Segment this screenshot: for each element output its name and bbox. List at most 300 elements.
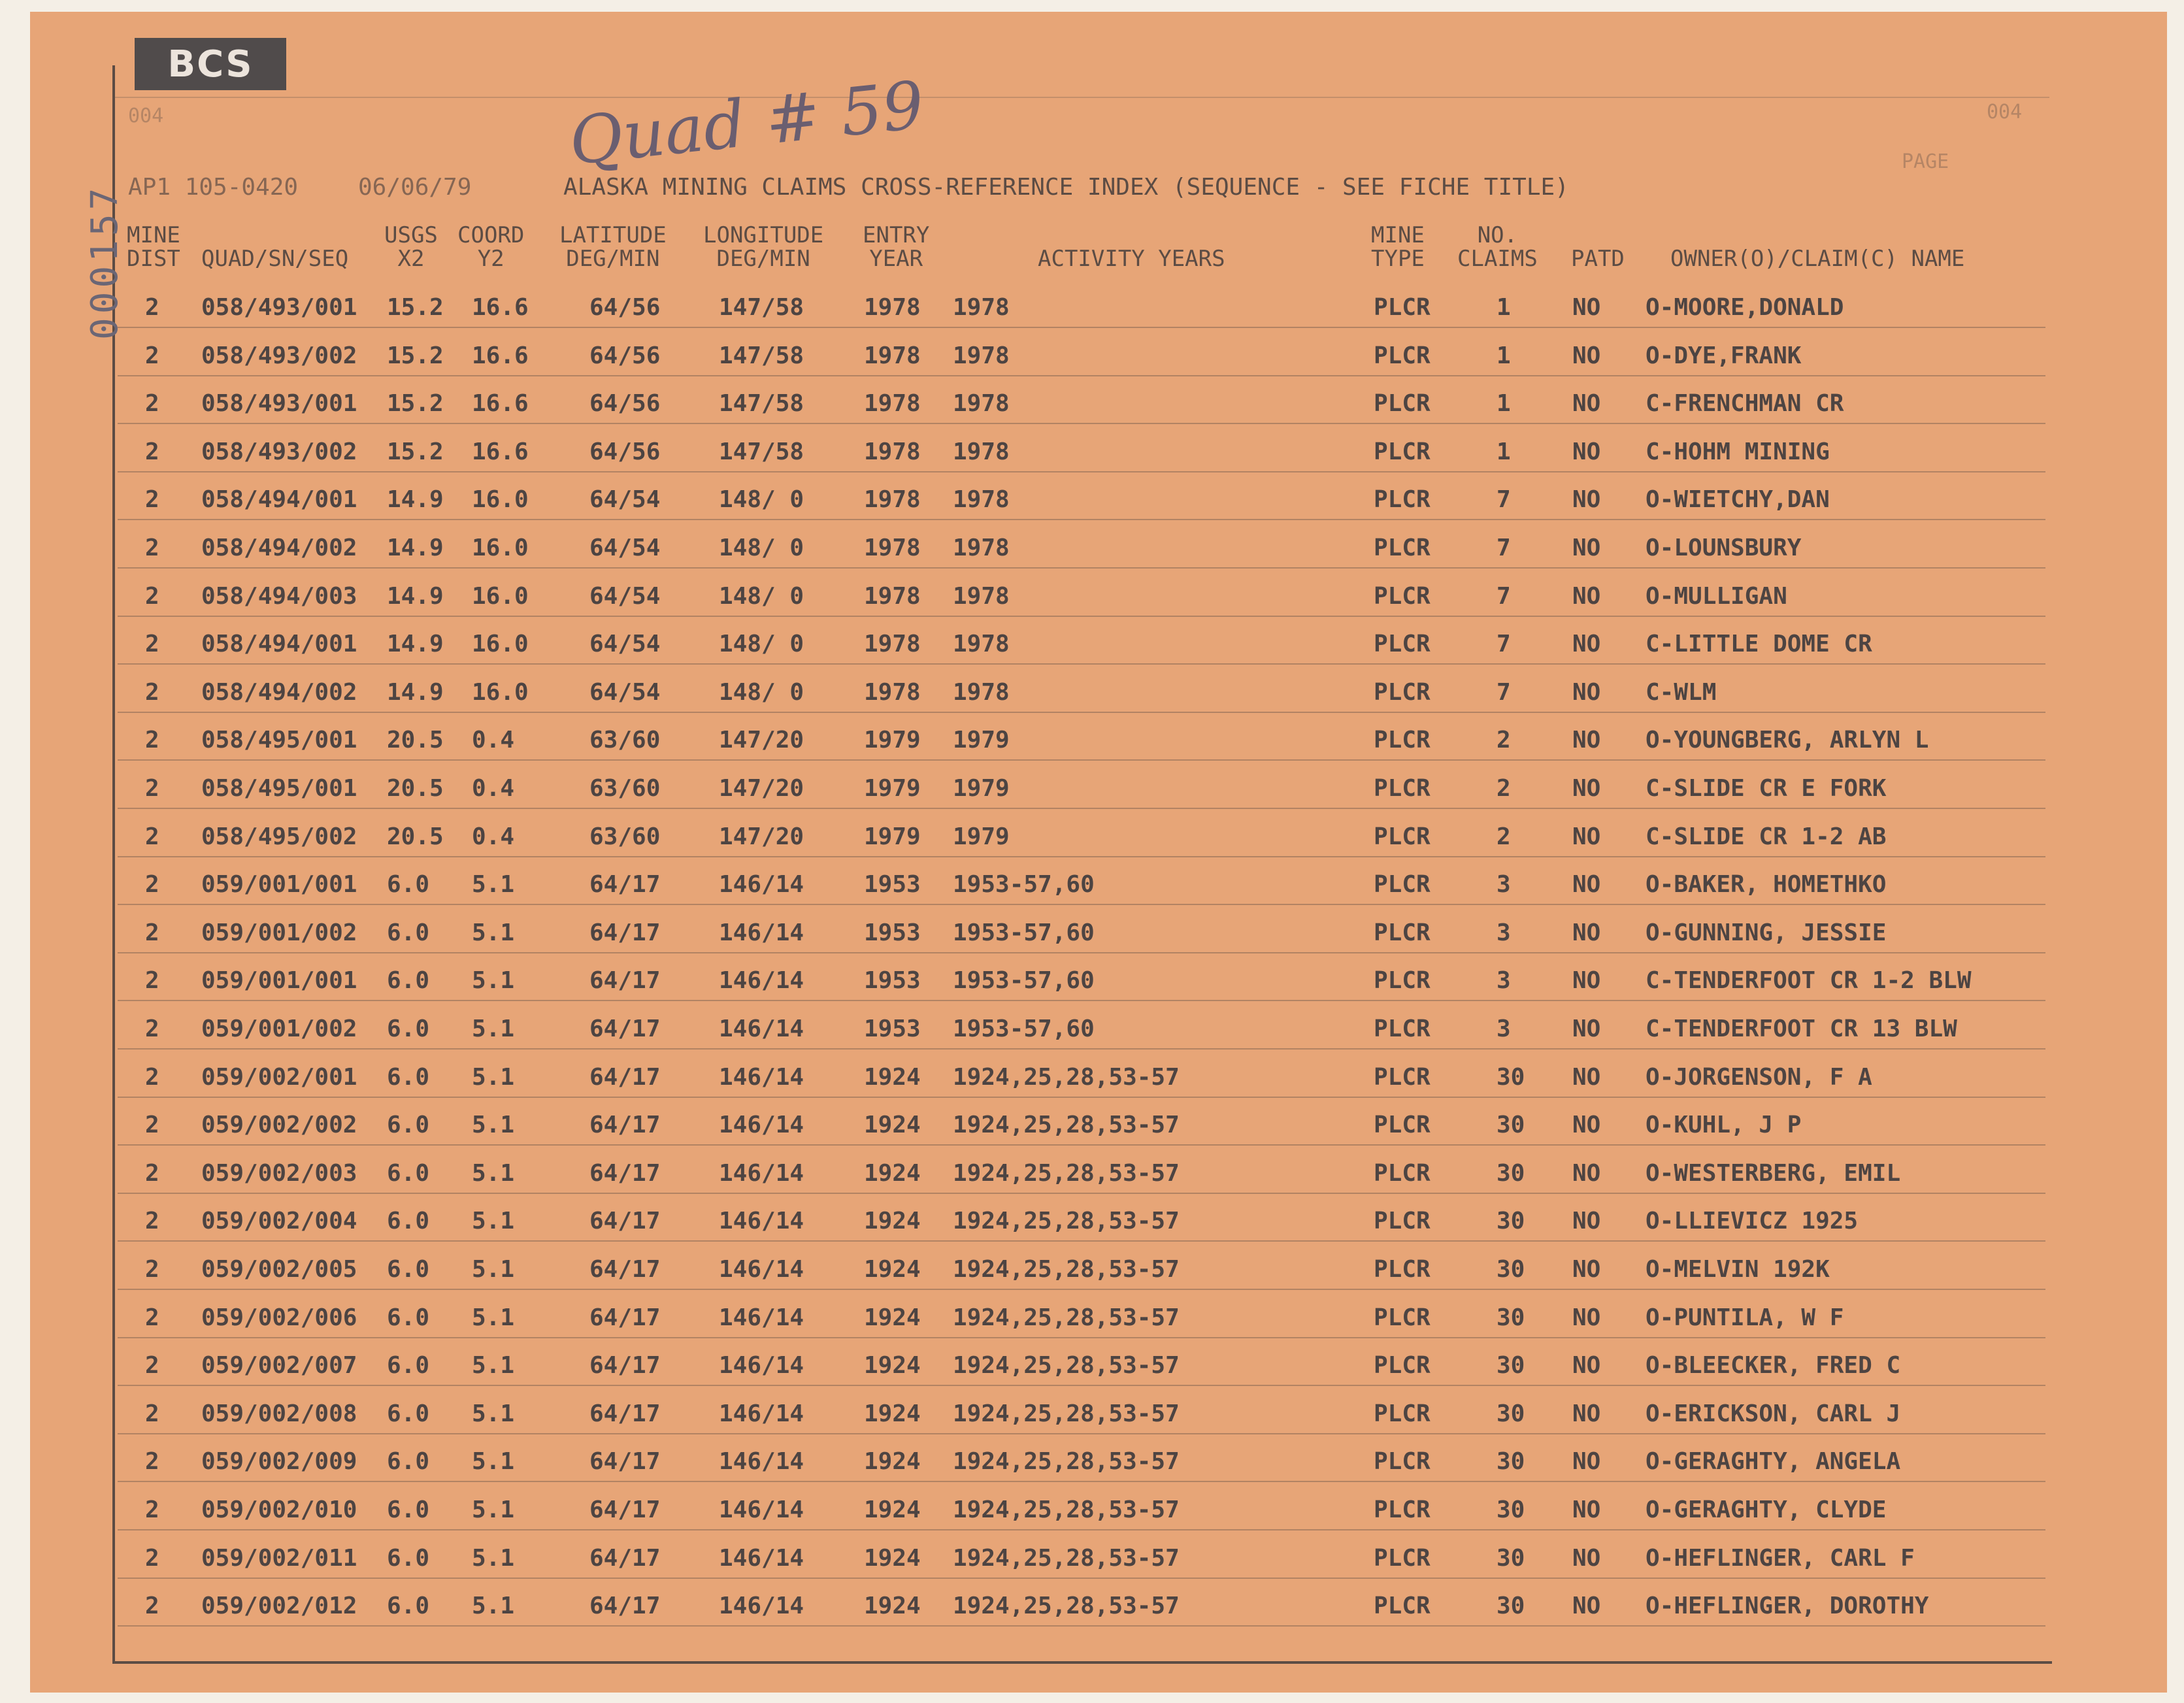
longitude-cell: 146/14 [719, 1159, 804, 1187]
patd-cell: NO [1572, 1304, 1601, 1331]
col-usgs-x: USGS X2 [384, 222, 438, 272]
quad-cell: 059/002/011 [201, 1544, 357, 1572]
activity-years-cell: 1978 [953, 294, 1010, 321]
patd-cell: NO [1572, 390, 1601, 418]
latitude-cell: 64/17 [589, 1496, 661, 1523]
quad-cell: 059/002/007 [201, 1352, 357, 1380]
coord-y-cell: 5.1 [472, 1016, 515, 1042]
mine-dist-cell: 2 [145, 919, 159, 946]
quad-cell: 058/493/002 [201, 438, 357, 465]
usgs-x-cell: 6.0 [387, 1016, 430, 1042]
owner-claim-name-cell: C-FRENCHMAN CR [1646, 390, 1844, 418]
activity-years-cell: 1979 [953, 823, 1010, 850]
longitude-cell: 146/14 [719, 1496, 804, 1523]
table-row [118, 331, 2045, 379]
owner-claim-name-cell: O-ERICKSON, CARL J [1646, 1400, 1901, 1427]
longitude-cell: 146/14 [719, 1256, 804, 1283]
activity-years-cell: 1978 [953, 438, 1010, 465]
activity-years-cell: 1978 [953, 582, 1010, 610]
owner-claim-name-cell: O-LOUNSBURY [1646, 535, 1802, 561]
page-label: PAGE [1902, 150, 1949, 173]
mine-type-cell: PLCR [1374, 967, 1431, 995]
usgs-x-cell: 6.0 [387, 1352, 430, 1380]
owner-claim-name-cell: O-PUNTILA, W F [1646, 1304, 1844, 1331]
latitude-cell: 64/56 [589, 438, 661, 465]
handwritten-annotation: Quad # 59 [565, 66, 928, 180]
mine-dist-cell: 2 [145, 1016, 159, 1042]
activity-years-cell: 1953-57,60 [953, 1016, 1095, 1042]
mine-type-cell: PLCR [1374, 294, 1431, 321]
activity-years-cell: 1924,25,28,53-57 [953, 1496, 1180, 1523]
mine-type-cell: PLCR [1374, 1448, 1431, 1476]
usgs-x-cell: 14.9 [387, 582, 444, 610]
usgs-x-cell: 6.0 [387, 1448, 430, 1476]
patd-cell: NO [1572, 678, 1601, 706]
mine-type-cell: PLCR [1374, 775, 1431, 802]
latitude-cell: 64/54 [589, 582, 661, 610]
mine-dist-cell: 2 [145, 1304, 159, 1331]
entry-year-cell: 1924 [864, 1063, 921, 1091]
entry-year-cell: 1953 [864, 919, 921, 946]
claims-cell: 3 [1497, 1016, 1511, 1042]
usgs-x-cell: 14.9 [387, 678, 444, 706]
activity-years-cell: 1953-57,60 [953, 871, 1095, 899]
mine-dist-cell: 2 [145, 823, 159, 850]
entry-year-cell: 1953 [864, 967, 921, 995]
claims-cell: 30 [1497, 1593, 1525, 1620]
usgs-x-cell: 6.0 [387, 919, 430, 946]
quad-cell: 058/493/002 [201, 342, 357, 369]
mine-type-cell: PLCR [1374, 823, 1431, 850]
longitude-cell: 147/58 [719, 438, 804, 465]
longitude-cell: 146/14 [719, 919, 804, 946]
table-row [118, 1389, 2045, 1437]
owner-claim-name-cell: O-DYE,FRANK [1646, 342, 1802, 369]
quad-cell: 059/002/005 [201, 1256, 357, 1283]
longitude-cell: 146/14 [719, 967, 804, 995]
col-coord-y: COORD Y2 [457, 222, 525, 272]
owner-claim-name-cell: C-LITTLE DOME CR [1646, 631, 1872, 658]
mine-type-cell: PLCR [1374, 486, 1431, 514]
patd-cell: NO [1572, 871, 1601, 899]
quad-cell: 058/494/001 [201, 631, 357, 658]
coord-y-cell: 5.1 [472, 1593, 515, 1620]
report-date: 06/06/79 [358, 174, 472, 201]
claims-cell: 7 [1497, 678, 1511, 706]
coord-y-cell: 16.0 [472, 582, 529, 610]
usgs-x-cell: 6.0 [387, 1208, 430, 1235]
longitude-cell: 146/14 [719, 1304, 804, 1331]
claims-cell: 30 [1497, 1496, 1525, 1523]
entry-year-cell: 1924 [864, 1159, 921, 1187]
longitude-cell: 146/14 [719, 1112, 804, 1139]
patd-cell: NO [1572, 1544, 1601, 1572]
claims-cell: 1 [1497, 342, 1511, 369]
col-latitude: LATITUDE DEG/MIN [559, 222, 667, 272]
page-title: ALASKA MINING CLAIMS CROSS-REFERENCE INDEX (SEQUENCE - SEE FICHE TITLE) [563, 174, 1569, 201]
entry-year-cell: 1979 [864, 775, 921, 802]
entry-year-cell: 1978 [864, 390, 921, 418]
owner-claim-name-cell: C-WLM [1646, 678, 1717, 706]
coord-y-cell: 16.6 [472, 294, 529, 321]
mine-dist-cell: 2 [145, 727, 159, 754]
entry-year-cell: 1924 [864, 1256, 921, 1283]
table-row [118, 571, 2045, 620]
claims-cell: 1 [1497, 294, 1511, 321]
mine-dist-cell: 2 [145, 678, 159, 706]
table-row [118, 427, 2045, 475]
owner-claim-name-cell: C-TENDERFOOT CR 1-2 BLW [1646, 967, 1972, 995]
claims-cell: 7 [1497, 582, 1511, 610]
mine-dist-cell: 2 [145, 342, 159, 369]
table-row [118, 715, 2045, 763]
latitude-cell: 64/17 [589, 1208, 661, 1235]
mine-dist-cell: 2 [145, 1448, 159, 1476]
coord-y-cell: 5.1 [472, 1304, 515, 1331]
table-row [118, 1004, 2045, 1052]
usgs-x-cell: 20.5 [387, 775, 444, 802]
quad-cell: 059/001/001 [201, 967, 357, 995]
entry-year-cell: 1924 [864, 1544, 921, 1572]
patd-cell: NO [1572, 1208, 1601, 1235]
patd-cell: NO [1572, 535, 1601, 561]
longitude-cell: 147/20 [719, 823, 804, 850]
owner-claim-name-cell: O-GERAGHTY, CLYDE [1646, 1496, 1887, 1523]
mine-type-cell: PLCR [1374, 342, 1431, 369]
patd-cell: NO [1572, 1448, 1601, 1476]
quad-cell: 059/002/003 [201, 1159, 357, 1187]
mine-type-cell: PLCR [1374, 438, 1431, 465]
longitude-cell: 146/14 [719, 1016, 804, 1042]
latitude-cell: 64/56 [589, 294, 661, 321]
patd-cell: NO [1572, 1159, 1601, 1187]
quad-cell: 058/494/003 [201, 582, 357, 610]
activity-years-cell: 1924,25,28,53-57 [953, 1159, 1180, 1187]
patd-cell: NO [1572, 342, 1601, 369]
latitude-cell: 64/17 [589, 967, 661, 995]
activity-years-cell: 1978 [953, 631, 1010, 658]
bcs-logo: BCS [135, 38, 286, 90]
mine-dist-cell: 2 [145, 967, 159, 995]
entry-year-cell: 1924 [864, 1352, 921, 1380]
mine-type-cell: PLCR [1374, 871, 1431, 899]
patd-cell: NO [1572, 1352, 1601, 1380]
quad-cell: 059/002/012 [201, 1593, 357, 1620]
coord-y-cell: 0.4 [472, 823, 515, 850]
table-row [118, 859, 2045, 908]
mine-type-cell: PLCR [1374, 1256, 1431, 1283]
usgs-x-cell: 14.9 [387, 631, 444, 658]
table-row [118, 1148, 2045, 1197]
entry-year-cell: 1979 [864, 823, 921, 850]
owner-claim-name-cell: O-HEFLINGER, CARL F [1646, 1544, 1915, 1572]
coord-y-cell: 16.0 [472, 535, 529, 561]
owner-claim-name-cell: O-KUHL, J P [1646, 1112, 1802, 1139]
entry-year-cell: 1924 [864, 1304, 921, 1331]
corner-code-left: 004 [128, 105, 164, 127]
mine-type-cell: PLCR [1374, 1112, 1431, 1139]
usgs-x-cell: 15.2 [387, 438, 444, 465]
table-row [118, 1244, 2045, 1293]
latitude-cell: 64/17 [589, 1112, 661, 1139]
mine-dist-cell: 2 [145, 1496, 159, 1523]
entry-year-cell: 1978 [864, 438, 921, 465]
col-longitude: LONGITUDE DEG/MIN [703, 222, 824, 272]
quad-cell: 059/002/009 [201, 1448, 357, 1476]
longitude-cell: 147/58 [719, 294, 804, 321]
owner-claim-name-cell: O-BAKER, HOMETHKO [1646, 871, 1887, 899]
latitude-cell: 63/60 [589, 775, 661, 802]
coord-y-cell: 5.1 [472, 1544, 515, 1572]
longitude-cell: 147/58 [719, 342, 804, 369]
table-row [118, 378, 2045, 427]
usgs-x-cell: 14.9 [387, 535, 444, 561]
longitude-cell: 148/ 0 [719, 486, 804, 514]
owner-claim-name-cell: C-HOHM MINING [1646, 438, 1830, 465]
longitude-cell: 147/20 [719, 727, 804, 754]
table-row [118, 474, 2045, 523]
mine-dist-cell: 2 [145, 582, 159, 610]
entry-year-cell: 1978 [864, 678, 921, 706]
owner-claim-name-cell: O-WIETCHY,DAN [1646, 486, 1830, 514]
owner-claim-name-cell: C-SLIDE CR E FORK [1646, 775, 1887, 802]
usgs-x-cell: 6.0 [387, 1496, 430, 1523]
mine-type-cell: PLCR [1374, 678, 1431, 706]
claims-cell: 7 [1497, 631, 1511, 658]
mine-type-cell: PLCR [1374, 1496, 1431, 1523]
coord-y-cell: 5.1 [472, 1112, 515, 1139]
mine-dist-cell: 2 [145, 775, 159, 802]
quad-cell: 058/494/002 [201, 535, 357, 561]
usgs-x-cell: 6.0 [387, 1256, 430, 1283]
owner-claim-name-cell: O-MELVIN 192K [1646, 1256, 1830, 1283]
coord-y-cell: 16.6 [472, 342, 529, 369]
claims-cell: 3 [1497, 871, 1511, 899]
claims-cell: 30 [1497, 1400, 1525, 1427]
mine-dist-cell: 2 [145, 1159, 159, 1187]
owner-claim-name-cell: O-BLEECKER, FRED C [1646, 1352, 1901, 1380]
longitude-cell: 146/14 [719, 1063, 804, 1091]
mine-type-cell: PLCR [1374, 1159, 1431, 1187]
patd-cell: NO [1572, 775, 1601, 802]
claims-cell: 30 [1497, 1063, 1525, 1091]
mine-dist-cell: 2 [145, 1063, 159, 1091]
stamp-number: 000157 [84, 184, 126, 340]
table-row [118, 1581, 2045, 1629]
entry-year-cell: 1924 [864, 1112, 921, 1139]
latitude-cell: 64/17 [589, 1256, 661, 1283]
activity-years-cell: 1978 [953, 535, 1010, 561]
claims-cell: 30 [1497, 1304, 1525, 1331]
patd-cell: NO [1572, 1016, 1601, 1042]
latitude-cell: 64/17 [589, 1352, 661, 1380]
activity-years-cell: 1979 [953, 775, 1010, 802]
latitude-cell: 64/17 [589, 1448, 661, 1476]
coord-y-cell: 16.0 [472, 486, 529, 514]
col-mine-type: MINE TYPE [1371, 222, 1425, 272]
table-row [118, 1293, 2045, 1341]
latitude-cell: 64/17 [589, 1159, 661, 1187]
longitude-cell: 146/14 [719, 1400, 804, 1427]
longitude-cell: 146/14 [719, 1208, 804, 1235]
table-row [118, 1340, 2045, 1389]
claims-cell: 1 [1497, 390, 1511, 418]
activity-years-cell: 1924,25,28,53-57 [953, 1112, 1180, 1139]
patd-cell: NO [1572, 631, 1601, 658]
quad-cell: 058/495/002 [201, 823, 357, 850]
entry-year-cell: 1978 [864, 486, 921, 514]
usgs-x-cell: 6.0 [387, 1063, 430, 1091]
usgs-x-cell: 15.2 [387, 294, 444, 321]
quad-cell: 058/494/001 [201, 486, 357, 514]
quad-cell: 059/002/004 [201, 1208, 357, 1235]
latitude-cell: 63/60 [589, 727, 661, 754]
mine-dist-cell: 2 [145, 438, 159, 465]
table-row [118, 667, 2045, 716]
patd-cell: NO [1572, 1496, 1601, 1523]
col-entry-year: ENTRY YEAR [863, 222, 930, 272]
quad-cell: 059/002/006 [201, 1304, 357, 1331]
patd-cell: NO [1572, 727, 1601, 754]
table-row [118, 523, 2045, 571]
mine-type-cell: PLCR [1374, 631, 1431, 658]
latitude-cell: 64/54 [589, 486, 661, 514]
quad-cell: 059/001/001 [201, 871, 357, 899]
claims-cell: 30 [1497, 1159, 1525, 1187]
claims-cell: 3 [1497, 967, 1511, 995]
mine-dist-cell: 2 [145, 1400, 159, 1427]
entry-year-cell: 1953 [864, 871, 921, 899]
mine-dist-cell: 2 [145, 390, 159, 418]
activity-years-cell: 1953-57,60 [953, 967, 1095, 995]
table-row [118, 763, 2045, 812]
entry-year-cell: 1924 [864, 1448, 921, 1476]
coord-y-cell: 16.6 [472, 438, 529, 465]
quad-cell: 058/495/001 [201, 727, 357, 754]
activity-years-cell: 1924,25,28,53-57 [953, 1352, 1180, 1380]
longitude-cell: 146/14 [719, 1352, 804, 1380]
claims-cell: 1 [1497, 438, 1511, 465]
longitude-cell: 147/58 [719, 390, 804, 418]
patd-cell: NO [1572, 1063, 1601, 1091]
mine-type-cell: PLCR [1374, 1208, 1431, 1235]
table-row [118, 282, 2045, 331]
latitude-cell: 64/17 [589, 1544, 661, 1572]
owner-claim-name-cell: O-WESTERBERG, EMIL [1646, 1159, 1901, 1187]
coord-y-cell: 0.4 [472, 775, 515, 802]
quad-cell: 059/002/002 [201, 1112, 357, 1139]
patd-cell: NO [1572, 1400, 1601, 1427]
patd-cell: NO [1572, 1112, 1601, 1139]
coord-y-cell: 5.1 [472, 1256, 515, 1283]
report-id: AP1 105-0420 [128, 174, 299, 201]
mine-dist-cell: 2 [145, 1352, 159, 1380]
longitude-cell: 148/ 0 [719, 535, 804, 561]
entry-year-cell: 1953 [864, 1016, 921, 1042]
mine-dist-cell: 2 [145, 1256, 159, 1283]
mine-type-cell: PLCR [1374, 1544, 1431, 1572]
col-owner: OWNER(O)/CLAIM(C) NAME [1670, 246, 1965, 272]
latitude-cell: 64/17 [589, 1400, 661, 1427]
coord-y-cell: 5.1 [472, 1159, 515, 1187]
col-mine-dist: MINE DIST [127, 222, 180, 272]
mine-type-cell: PLCR [1374, 1400, 1431, 1427]
longitude-cell: 146/14 [719, 1544, 804, 1572]
coord-y-cell: 5.1 [472, 1448, 515, 1476]
mine-dist-cell: 2 [145, 1112, 159, 1139]
patd-cell: NO [1572, 486, 1601, 514]
table-row [118, 1196, 2045, 1244]
claims-cell: 30 [1497, 1208, 1525, 1235]
latitude-cell: 64/56 [589, 390, 661, 418]
mine-type-cell: PLCR [1374, 1063, 1431, 1091]
claims-cell: 30 [1497, 1544, 1525, 1572]
activity-years-cell: 1924,25,28,53-57 [953, 1304, 1180, 1331]
owner-claim-name-cell: O-HEFLINGER, DOROTHY [1646, 1593, 1929, 1620]
usgs-x-cell: 6.0 [387, 1400, 430, 1427]
coord-y-cell: 0.4 [472, 727, 515, 754]
patd-cell: NO [1572, 823, 1601, 850]
entry-year-cell: 1978 [864, 631, 921, 658]
mine-type-cell: PLCR [1374, 727, 1431, 754]
mine-type-cell: PLCR [1374, 1016, 1431, 1042]
coord-y-cell: 5.1 [472, 1400, 515, 1427]
table-row [118, 812, 2045, 860]
claims-cell: 2 [1497, 823, 1511, 850]
usgs-x-cell: 6.0 [387, 1544, 430, 1572]
mine-type-cell: PLCR [1374, 1304, 1431, 1331]
mine-type-cell: PLCR [1374, 535, 1431, 561]
claims-cell: 30 [1497, 1112, 1525, 1139]
entry-year-cell: 1978 [864, 342, 921, 369]
mine-type-cell: PLCR [1374, 390, 1431, 418]
latitude-cell: 64/17 [589, 1016, 661, 1042]
longitude-cell: 147/20 [719, 775, 804, 802]
usgs-x-cell: 15.2 [387, 342, 444, 369]
usgs-x-cell: 15.2 [387, 390, 444, 418]
entry-year-cell: 1924 [864, 1208, 921, 1235]
activity-years-cell: 1924,25,28,53-57 [953, 1593, 1180, 1620]
usgs-x-cell: 20.5 [387, 823, 444, 850]
coord-y-cell: 5.1 [472, 1063, 515, 1091]
claims-cell: 3 [1497, 919, 1511, 946]
col-patd: PATD [1571, 246, 1625, 272]
claims-cell: 30 [1497, 1256, 1525, 1283]
activity-years-cell: 1924,25,28,53-57 [953, 1256, 1180, 1283]
corner-code-right: 004 [1987, 101, 2023, 124]
coord-y-cell: 16.0 [472, 631, 529, 658]
activity-years-cell: 1978 [953, 342, 1010, 369]
mine-type-cell: PLCR [1374, 1352, 1431, 1380]
table-row [118, 1533, 2045, 1581]
col-activity: ACTIVITY YEARS [1038, 246, 1225, 272]
latitude-cell: 64/17 [589, 1593, 661, 1620]
claims-cell: 7 [1497, 486, 1511, 514]
mine-dist-cell: 2 [145, 535, 159, 561]
usgs-x-cell: 6.0 [387, 871, 430, 899]
entry-year-cell: 1978 [864, 582, 921, 610]
latitude-cell: 64/56 [589, 342, 661, 369]
coord-y-cell: 5.1 [472, 919, 515, 946]
entry-year-cell: 1978 [864, 294, 921, 321]
quad-cell: 058/493/001 [201, 390, 357, 418]
entry-year-cell: 1978 [864, 535, 921, 561]
latitude-cell: 64/17 [589, 919, 661, 946]
col-quad: QUAD/SN/SEQ [201, 246, 349, 272]
entry-year-cell: 1924 [864, 1593, 921, 1620]
claims-cell: 7 [1497, 535, 1511, 561]
coord-y-cell: 5.1 [472, 1496, 515, 1523]
